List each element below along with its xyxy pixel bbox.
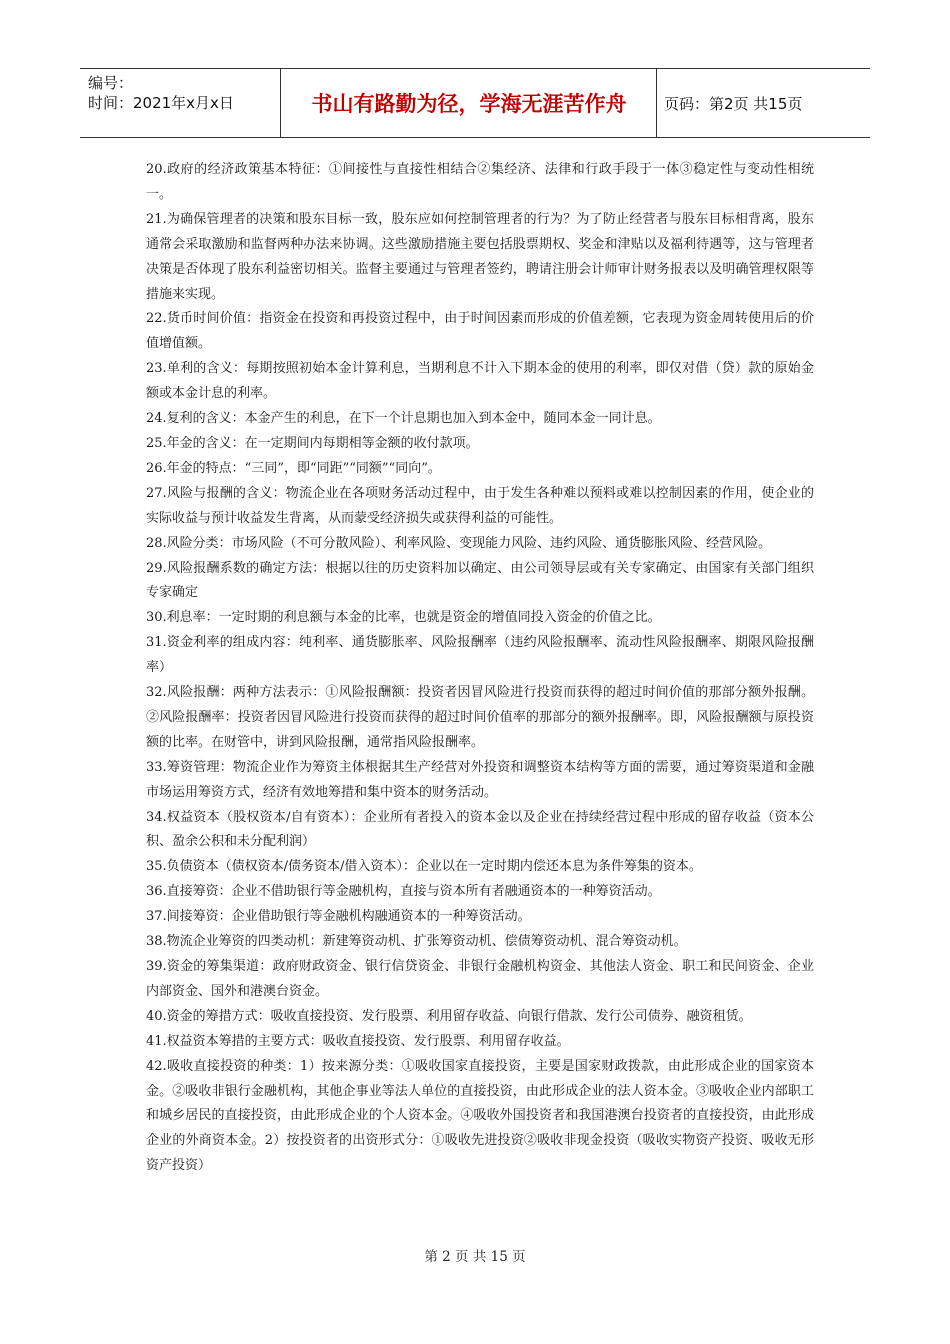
paragraph: 40.资金的筹措方式：吸收直接投资、发行股票、利用留存收益、向银行借款、发行公司债券、融资租赁。	[146, 1008, 752, 1024]
paragraph: 38.物流企业筹资的四类动机：新建筹资动机、扩张筹资动机、偿债筹资动机、混合筹资动机。	[146, 934, 687, 950]
paragraph: 27.风险与报酬的含义：物流企业在各项财务活动过程中，由于发生各种难以预料或难以控制因素的作用，使企业的实际收益与预计收益发生背离，从而蒙受经济损失或获得利益的可能性。	[146, 485, 814, 526]
paragraph: 21.为确保管理者的决策和股东目标一致，股东应如何控制管理者的行为？为了防止经营者与股东目标相背离，股东通常会采取激励和监督两种办法来协调。这些激励措施主要包括股票期权、奖金和津贴以及福利待遇等，这与管理者决策是否体现了股东利益密切相关。监督主要通过与管理者签约，聘请注册会计师审计财务报表以及明确管理权限等措施来实现。	[146, 211, 814, 302]
paragraph: 37.间接筹资：企业借助银行等金融机构融通资本的一种筹资活动。	[146, 909, 531, 925]
header-divider	[656, 69, 657, 137]
page-footer: 第 2 页 共 15 页	[424, 1249, 526, 1265]
paragraph: 41.权益资本筹措的主要方式：吸收直接投资、发行股票、利用留存收益。	[146, 1033, 570, 1049]
paragraph: 23.单利的含义：每期按照初始本金计算利息，当期利息不计入下期本金的使用的利率，即仅对借（贷）款的原始金额或本金计息的利率。	[146, 361, 814, 402]
paragraph: 39.资金的筹集渠道：政府财政资金、银行信贷资金、非银行金融机构资金、其他法人资金、职工和民间资金、企业内部资金、国外和港澳台资金。	[146, 959, 814, 999]
paragraph: 33.筹资管理：物流企业作为筹资主体根据其生产经营对外投资和调整资本结构等方面的需要，通过筹资渠道和金融市场运用筹资方式，经济有效地筹措和集中资本的财务活动。	[146, 759, 814, 800]
header-motto: 书山有路勤为径，学海无涯苦作舟	[311, 92, 627, 116]
paragraph: 35.负债资本（债权资本/债务资本/借入资本）：企业以在一定时期内偿还本息为条件筹集的资本。	[146, 859, 702, 875]
header-divider	[280, 69, 281, 137]
paragraph: 20.政府的经济政策基本特征：①间接性与直接性相结合②集经济、法律和行政手段于一体③稳定性与变动性相统一。	[146, 162, 814, 202]
paragraph: 42.吸收直接投资的种类：1）按来源分类：①吸收国家直接投资，主要是国家财政拨款，由此形成企业的国家资本金。②吸收非银行金融机构，其他企事业等法人单位的直接投资，由此形成企业的法人资本金。③吸收企业内部职工和城乡居民的直接投资，由此形成企业的个人资本金。④吸收外国投资者和我国港澳台投资者的直接投资，由此形成企业的外商资本金。2）按投资者的出资形式分：①吸收先进投资②吸收非现金投资（吸收实物资产投资、吸收无形资产投资）	[146, 1058, 814, 1174]
document-date-label: 时间：2021年x月x日	[88, 94, 234, 112]
paragraph: 36.直接筹资：企业不借助银行等金融机构，直接与资本所有者融通资本的一种筹资活动。	[146, 884, 661, 900]
document-body	[146, 158, 814, 1179]
paragraph: 29.风险报酬系数的确定方法：根据以往的历史资料加以确定、由公司领导层或有关专家确定、由国家有关部门组织专家确定	[146, 560, 814, 601]
paragraph: 26.年金的特点：“三同”，即“同距”“同额”“同向”。	[146, 460, 441, 476]
paragraph: 25.年金的含义：在一定期间内每期相等金额的收付款项。	[146, 435, 479, 451]
paragraph: 32.风险报酬：两种方法表示：①风险报酬额：投资者因冒风险进行投资而获得的超过时间价值的那部分额外报酬。②风险报酬率：投资者因冒风险进行投资而获得的超过时间价值率的那部分的额外报酬率。即，风险报酬额与原投资额的比率。在财管中，讲到风险报酬，通常指风险报酬率。	[146, 685, 814, 750]
paragraph: 22.货币时间价值：指资金在投资和再投资过程中，由于时间因素而形成的价值差额，它表现为资金周转使用后的价值增值额。	[146, 311, 814, 352]
header-page-info: 页码：第2页 共15页	[664, 94, 803, 113]
paragraph: 24.复利的含义：本金产生的利息，在下一个计息期也加入到本金中，随同本金一同计息。	[146, 411, 661, 427]
paragraph: 30.利息率：一定时期的利息额与本金的比率，也就是资金的增值同投入资金的价值之比。	[146, 610, 661, 626]
paragraph: 28.风险分类：市场风险（不可分散风险）、利率风险、变现能力风险、违约风险、通货膨胀风险、经营风险。	[146, 535, 772, 551]
paragraph: 34.权益资本（股权资本/自有资本）：企业所有者投入的资本金以及企业在持续经营过程中形成的留存收益（资本公积、盈余公积和未分配利润）	[146, 809, 814, 850]
paragraph: 31.资金利率的组成内容：纯利率、通货膨胀率、风险报酬率（违约风险报酬率、流动性风险报酬率、期限风险报酬率）	[146, 635, 814, 676]
header-meta	[88, 73, 278, 113]
page-header	[80, 68, 870, 138]
document-number-label: 编号：	[88, 74, 134, 92]
